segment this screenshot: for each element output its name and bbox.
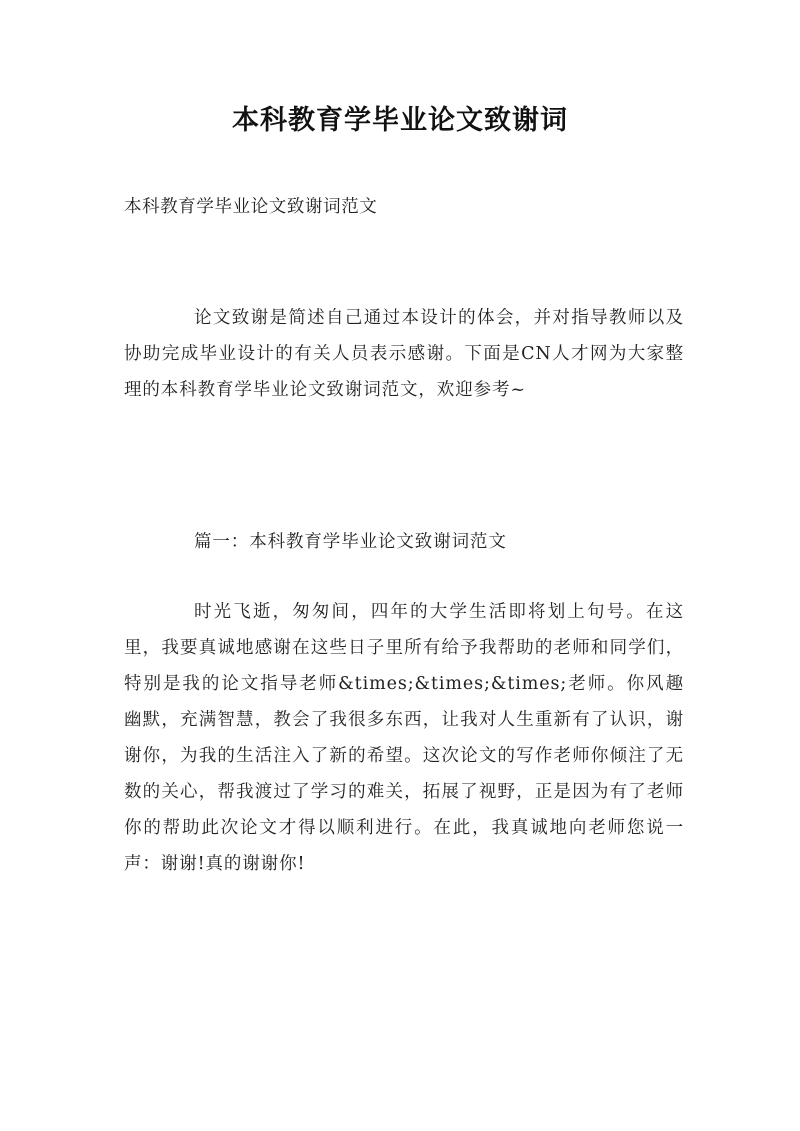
body-paragraph: 时光飞逝，匆匆间，四年的大学生活即将划上句号。在这里，我要真诚地感谢在这些日子里所有给予我帮助的老师和同学们，特别是我的论文指导老师&times;&times;&times;老师。你风趣幽默，充满智慧，教会了我很多东西，让我对人生重新有了认识，谢谢你，为我的生活注入了新的希望。这次论文的写作老师你倾注了无数的关心，帮我渡过了学习的难关，拓展了视野，正是因为有了老师你的帮助此次论文才得以顺利进行。在此，我真诚地向老师您说一声：谢谢!真的谢谢你! (124, 602, 684, 874)
section-heading: 篇一：本科教育学毕业论文致谢词范文 (194, 532, 507, 552)
intro-paragraph: 论文致谢是简述自己通过本设计的体会，并对指导教师以及协助完成毕业设计的有关人员表示感谢。下面是CN人才网为大家整理的本科教育学毕业论文致谢词范文，欢迎参考~ (124, 308, 684, 400)
document-title: 本科教育学毕业论文致谢词 (232, 105, 568, 136)
document-subtitle: 本科教育学毕业论文致谢词范文 (124, 197, 378, 217)
